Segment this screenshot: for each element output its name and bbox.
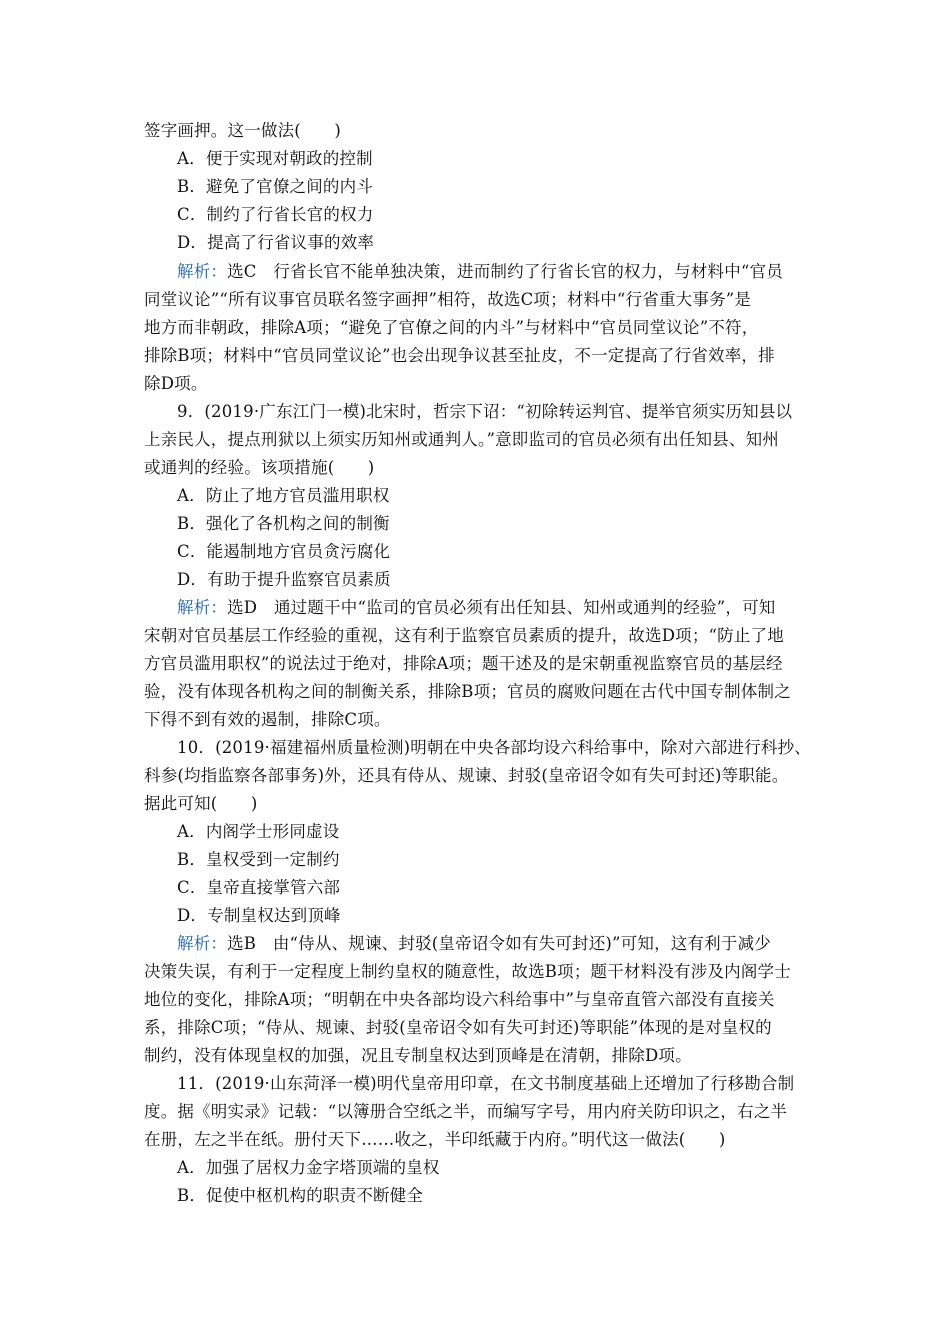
q8-option-b: B．避免了官僚之间的内斗 xyxy=(177,177,374,196)
question-10-stem: 据此可知( ) xyxy=(144,794,258,813)
q9-analysis-line: 下得不到有效的遏制，排除C项。 xyxy=(144,710,391,729)
q10-option-b: B．皇权受到一定制约 xyxy=(177,850,340,869)
q8-analysis-line: 地方而非朝政，排除A项；“避免了官僚之间的内斗”与材料中“官员同堂议论”不符， xyxy=(144,318,759,337)
q9-option-c: C．能遏制地方官员贪污腐化 xyxy=(177,542,391,561)
q8-analysis-first-line xyxy=(177,262,857,282)
q9-analysis-line: 宋朝对官员基层工作经验的重视，这有利于监察官员素质的提升，故选D项；“防止了地 xyxy=(144,626,784,645)
q11-option-a: A．加强了居权力金字塔顶端的皇权 xyxy=(177,1158,440,1177)
q10-option-d: D．专制皇权达到顶峰 xyxy=(177,906,341,925)
q8-option-a: A．便于实现对朝政的控制 xyxy=(177,149,373,168)
question-9-stem: 上亲民人，提点刑狱以上须实历知州或通判人。”意即监司的官员必须有出任知县、知州 xyxy=(144,430,779,449)
q11-option-b: B．促使中枢机构的职责不断健全 xyxy=(177,1186,424,1205)
q8-analysis-text: 选C 行省长官不能单独决策，进而制约了行省长官的权力，与材料中“官员 xyxy=(227,262,783,281)
q9-analysis-first-line xyxy=(177,598,857,618)
analysis-label: 解析： xyxy=(177,934,228,953)
q9-option-b: B．强化了各机构之间的制衡 xyxy=(177,514,390,533)
q10-analysis-line: 制约，没有体现皇权的加强，况且专制皇权达到顶峰是在清朝，排除D项。 xyxy=(144,1046,692,1065)
q9-analysis-line: 方官员滥用职权”的说法过于绝对，排除A项；题干述及的是宋朝重视监察官员的基层经 xyxy=(144,654,783,673)
question-8-stem-end: 签字画押。这一做法( ) xyxy=(144,121,341,140)
question-11-stem: 度。据《明实录》记载：“以簿册合空纸之半，而编写字号，用内府关防印识之，右之半 xyxy=(144,1102,788,1121)
question-9-stem: 或通判的经验。该项措施( ) xyxy=(144,458,375,477)
q8-option-d: D．提高了行省议事的效率 xyxy=(177,233,375,252)
question-10-stem: 10．(2019·福建福州质量检测)明朝在中央各部均设六科给事中，除对六部进行科抄、 xyxy=(177,738,812,757)
q9-option-d: D．有助于提升监察官员素质 xyxy=(177,570,391,589)
q9-option-a: A．防止了地方官员滥用职权 xyxy=(177,486,390,505)
q10-analysis-line: 系，排除C项；“侍从、规谏、封驳(皇帝诏令如有失可封还)等职能”体现的是对皇权的 xyxy=(144,1018,772,1037)
q8-analysis-line: 同堂议论”“所有议事官员联名签字画押”相符，故选C项；材料中“行省重大事务”是 xyxy=(144,290,752,309)
q8-analysis-line: 排除B项；材料中“官员同堂议论”也会出现争议甚至扯皮，不一定提高了行省效率，排 xyxy=(144,346,775,365)
q10-analysis-line: 决策失误，有利于一定程度上制约皇权的随意性，故选B项；题干材料没有涉及内阁学士 xyxy=(144,962,791,981)
q10-analysis-first-line xyxy=(177,934,857,954)
q8-analysis-line: 除D项。 xyxy=(144,374,208,393)
q10-option-a: A．内阁学士形同虚设 xyxy=(177,822,340,841)
q8-option-c: C．制约了行省长官的权力 xyxy=(177,205,374,224)
q10-option-c: C．皇帝直接掌管六部 xyxy=(177,878,341,897)
question-11-stem: 在册，左之半在纸。册付天下……收之，半印纸藏于内府。”明代这一做法( ) xyxy=(144,1130,726,1149)
question-11-stem: 11．(2019·山东菏泽一模)明代皇帝用印章，在文书制度基础上还增加了行移勘合制 xyxy=(177,1074,795,1093)
analysis-label: 解析： xyxy=(177,598,228,617)
q10-analysis-text: 选B 由“侍从、规谏、封驳(皇帝诏令如有失可封还)”可知，这有利于减少 xyxy=(227,934,771,953)
q9-analysis-line: 验，没有体现各机构之间的制衡关系，排除B项；官员的腐败问题在古代中国专制体制之 xyxy=(144,682,791,701)
question-9-stem: 9．(2019·广东江门一模)北宋时，哲宗下诏：“初除转运判官、提举官须实历知县以 xyxy=(177,402,793,421)
analysis-label: 解析： xyxy=(177,262,228,281)
q9-analysis-text: 选D 通过题干中“监司的官员必须有出任知县、知州或通判的经验”，可知 xyxy=(227,598,776,617)
question-10-stem: 科参(均指监察各部事务)外，还具有侍从、规谏、封驳(皇帝诏令如有失可封还)等职能。 xyxy=(144,766,789,785)
q10-analysis-line: 地位的变化，排除A项；“明朝在中央各部均设六科给事中”与皇帝直管六部没有直接关 xyxy=(144,990,775,1009)
